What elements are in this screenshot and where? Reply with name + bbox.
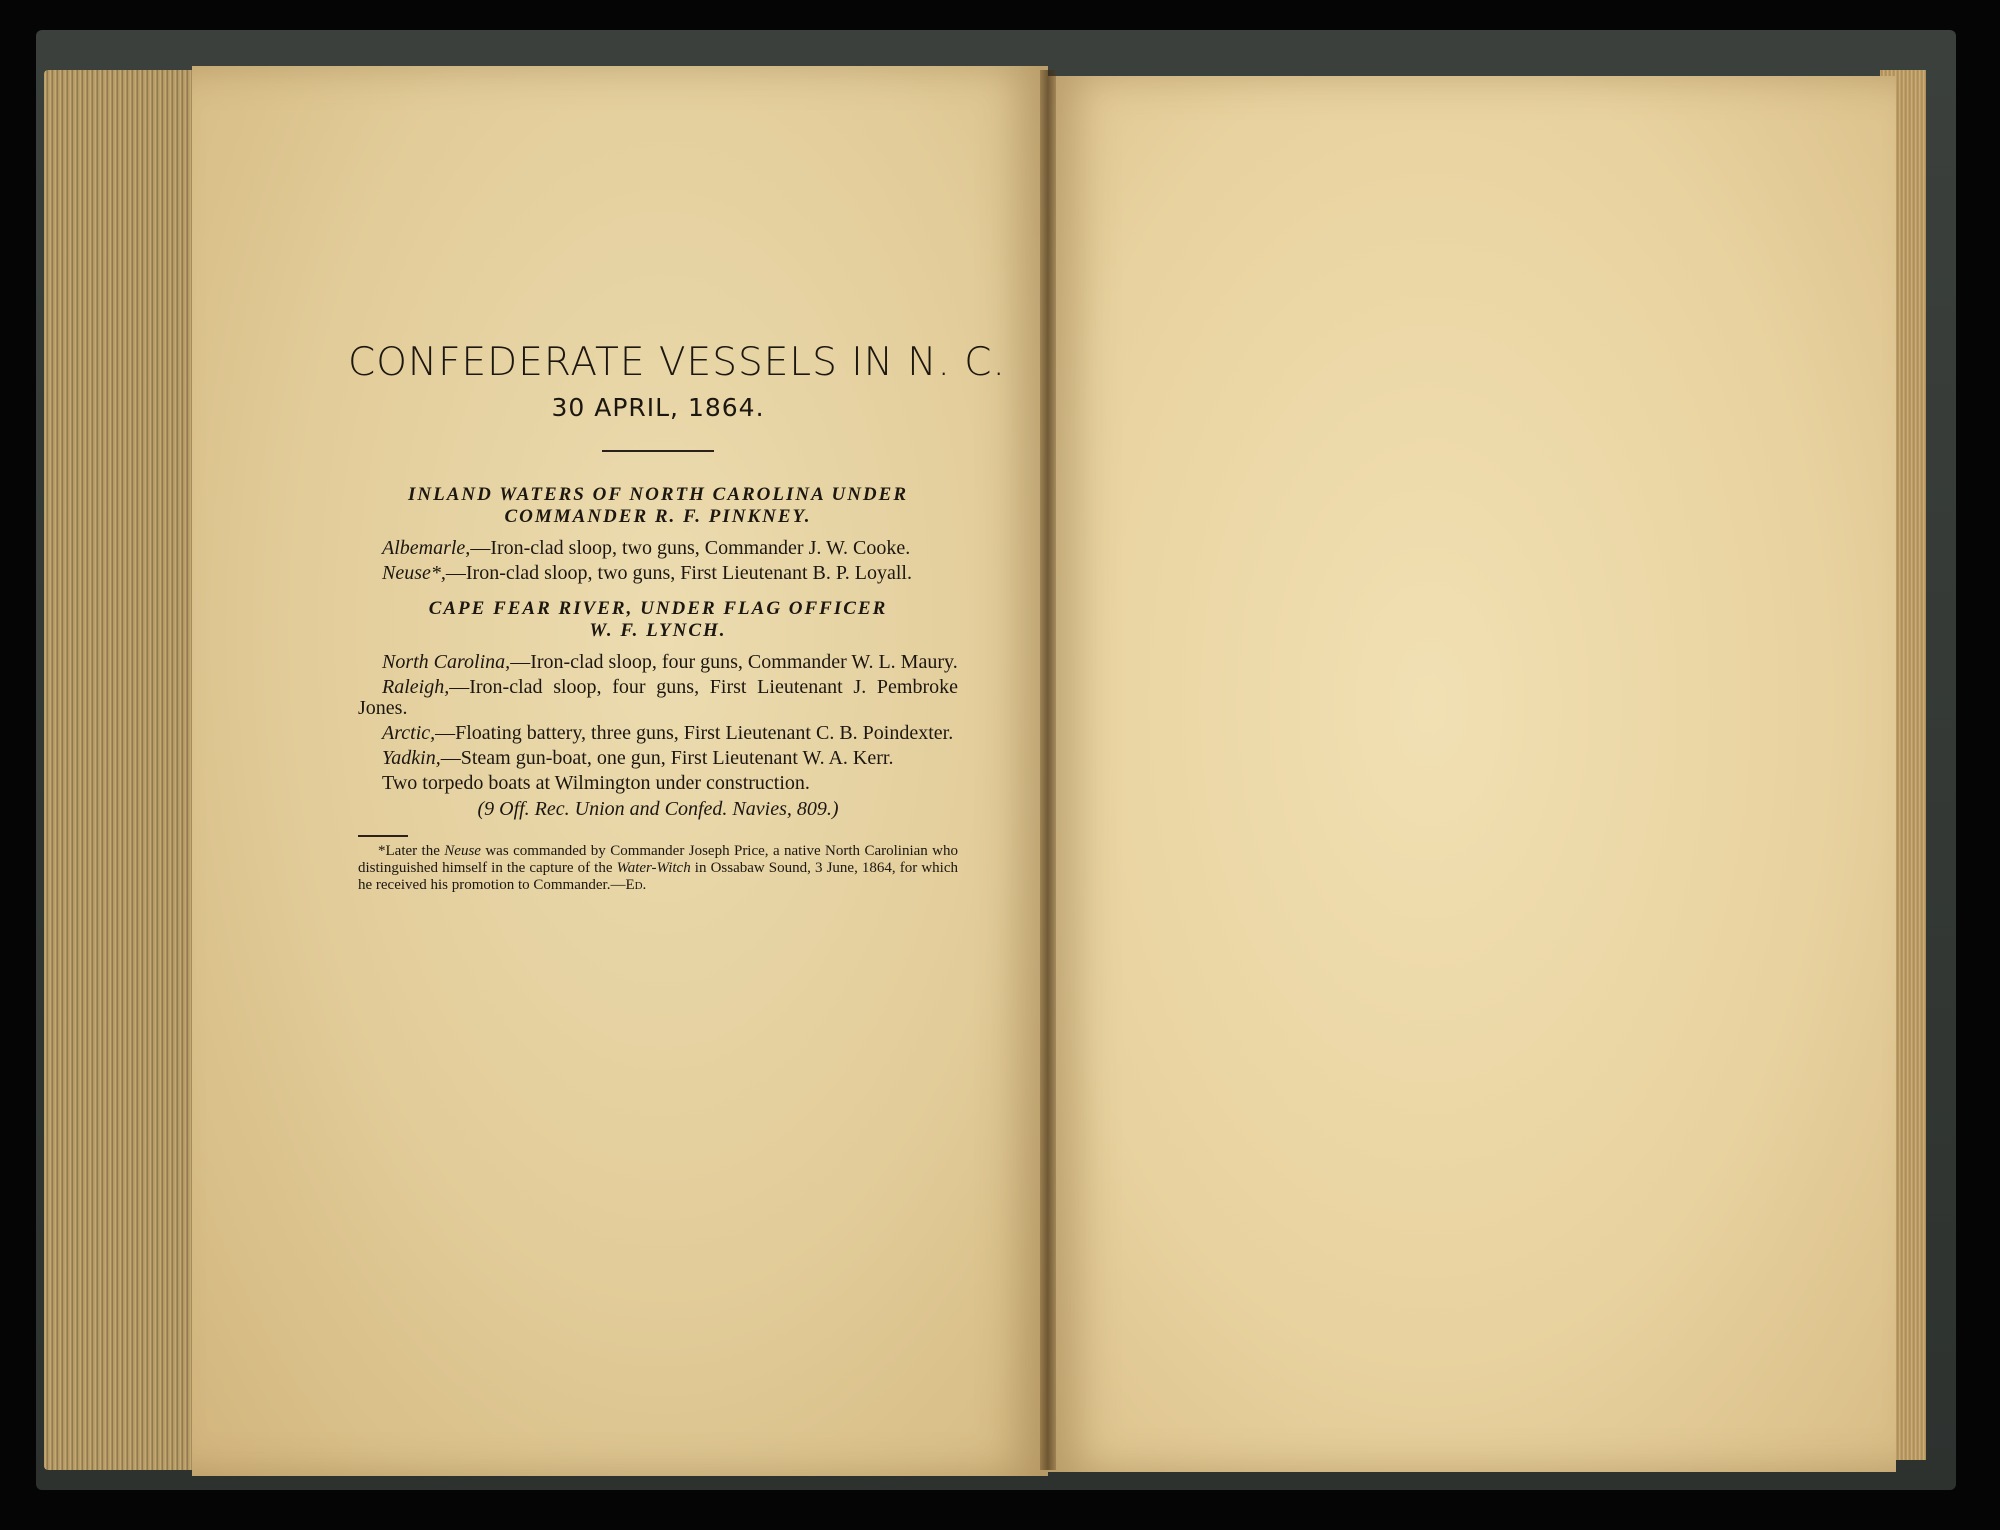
footnote [358,843,958,894]
vessel-name: Albemarle, [382,537,471,559]
vessel-entry [358,538,958,559]
book-gutter [1040,70,1056,1470]
vessel-name: Arctic, [382,722,436,744]
section-heading-line: CAPE FEAR RIVER, UNDER FLAG OFFICER [428,598,888,619]
page-content [348,340,1006,894]
vessel-entry [358,563,958,584]
vessel-name: Neuse*, [382,562,446,584]
vessel-description: —Steam gun-boat, one gun, First Lieutenant W. A. Kerr. [440,747,894,769]
title-rule [602,450,714,452]
page-date: 30 APRIL, 1864. [551,393,765,422]
footnote-editor-mark: Ed. [625,877,647,893]
section-heading-line: W. F. LYNCH. [589,620,727,641]
vessel-description: —Iron-clad sloop, two guns, Commander J. W. Cooke. [470,537,911,559]
vessel-description: —Iron-clad sloop, four guns, Commander W. L. Maury. [510,651,958,673]
section-heading [358,598,958,642]
vessel-name: North Carolina, [382,651,511,673]
vessel-entry [358,677,958,719]
page-title: CONFEDERATE VESSELS IN N. C. [348,340,1006,385]
vessel-name: Yadkin, [382,747,441,769]
vessel-entry [358,652,958,673]
vessel-name: Raleigh, [382,676,450,698]
section-heading-line: INLAND WATERS OF NORTH CAROLINA UNDER [407,484,908,505]
vessel-description: —Iron-clad sloop, two guns, First Lieutenant B. P. Loyall. [445,562,912,584]
vessel-description: —Floating battery, three guns, First Lieutenant C. B. Poindexter. [435,722,954,744]
footnote-ship-name: Neuse [444,843,481,859]
footnote-text: *Later the [378,843,445,859]
footnote-rule [358,835,408,837]
vessel-entry [358,748,958,769]
footnote-text: in Ossabaw Sound, 3 June, 1864, for which he received his promotion to Commander.— [358,860,958,893]
footnote-ship-name: Water-Witch [616,860,691,876]
section-heading-line: COMMANDER R. F. PINKNEY. [504,506,812,527]
section-cape-fear [358,598,958,769]
section-inland-waters [358,484,958,584]
vessel-entry [358,723,958,744]
section-heading [358,484,958,528]
right-page-blank [1048,76,1896,1472]
left-page-edges [44,70,204,1470]
citation: (9 Off. Rec. Union and Confed. Navies, 809.) [477,798,839,820]
vessel-description: —Iron-clad sloop, four guns, First Lieutenant J. Pembroke Jones. [358,676,958,719]
closing-line: Two torpedo boats at Wilmington under construction. [382,772,810,794]
footnote-text: was commanded by Commander Joseph Price, a native North Carolinian who distinguished himself in the capture of the [358,843,958,876]
